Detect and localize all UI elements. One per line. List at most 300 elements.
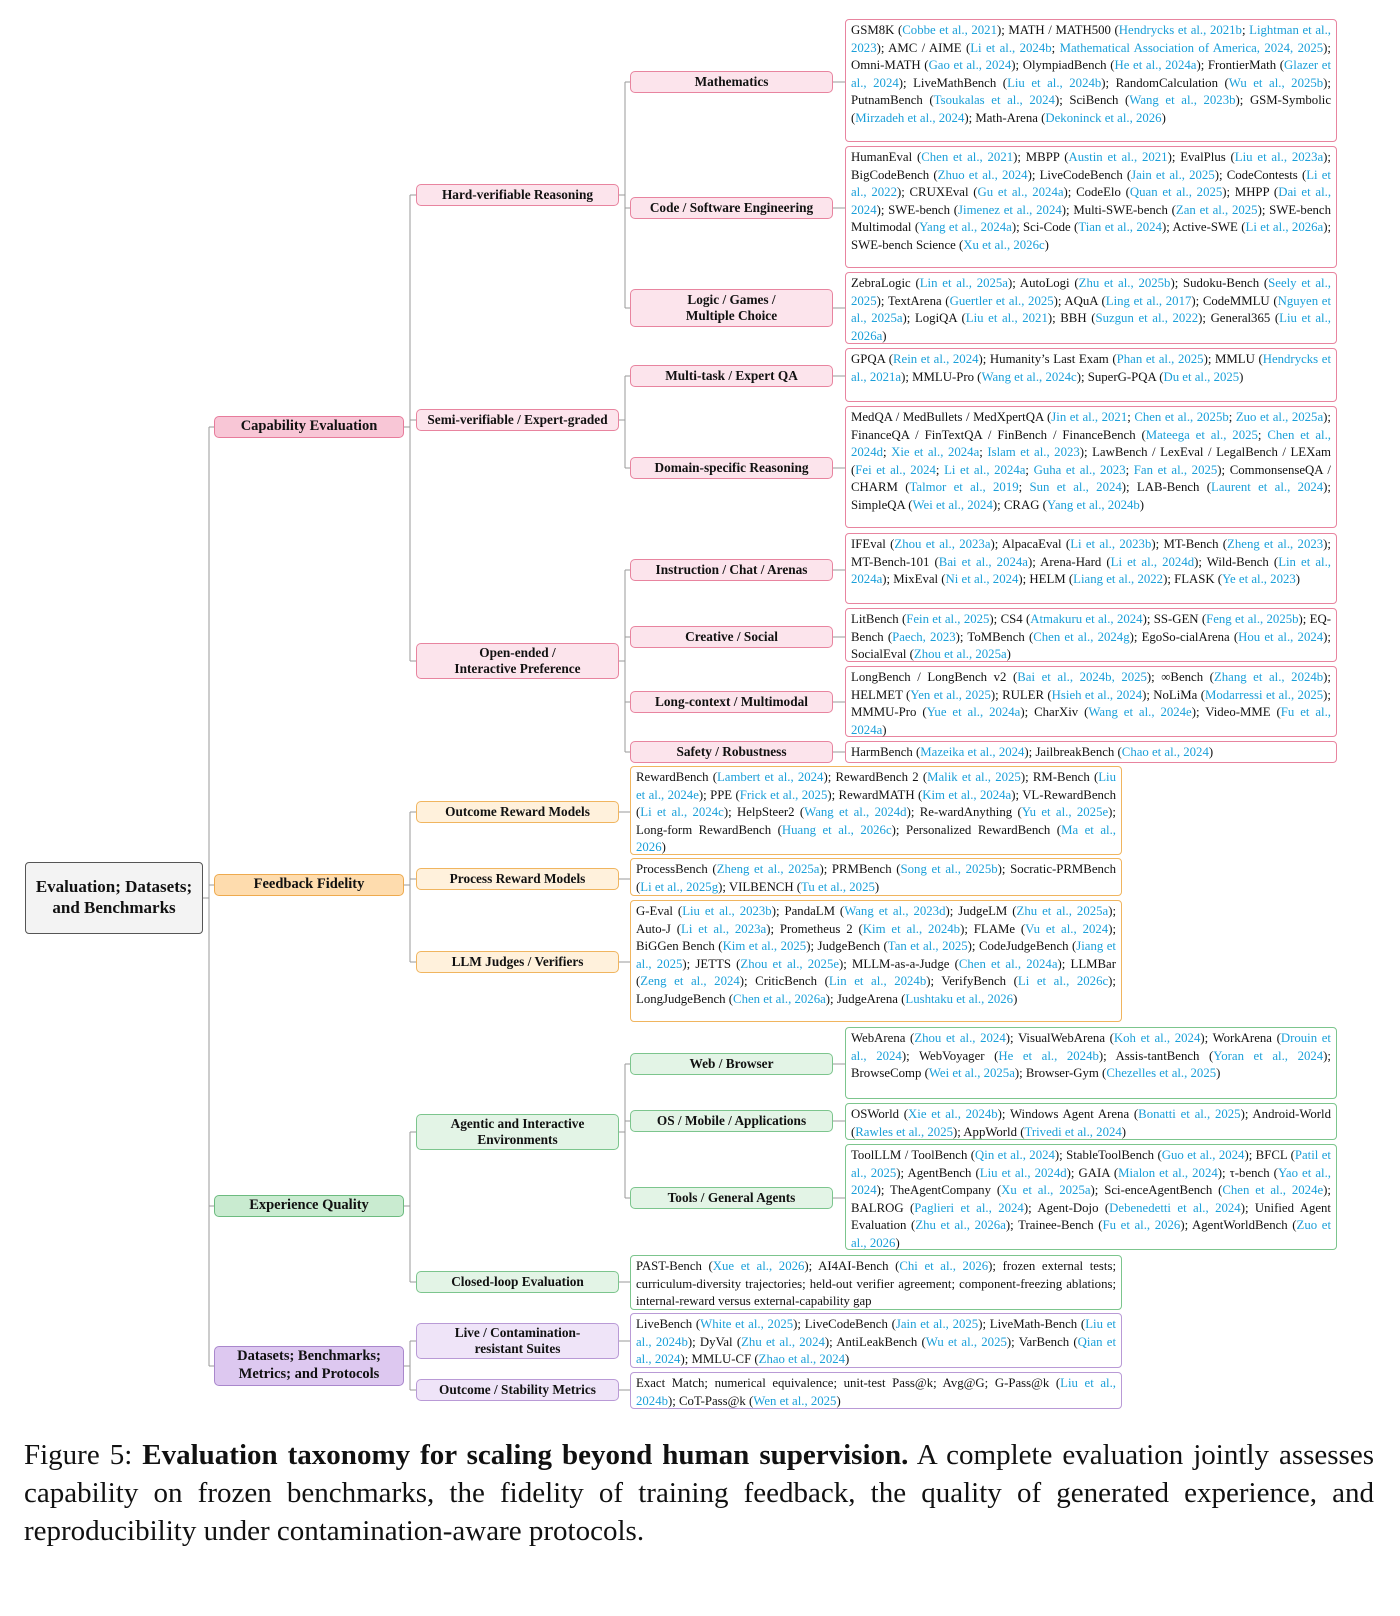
leaf-text: ); CRUXEval (: [896, 185, 978, 200]
citation-link[interactable]: Bai et al., 2024b, 2025: [1017, 670, 1147, 684]
leaf-text: ): [836, 1393, 841, 1408]
citation-link[interactable]: Mirzadeh et al., 2024: [855, 110, 965, 125]
leaf-text: ); RULER (: [990, 687, 1052, 702]
citation-link[interactable]: Jin et al., 2021: [1051, 410, 1128, 424]
leaf-text: ); MixEval (: [882, 572, 946, 587]
category-label: LLM Judges / Verifiers: [451, 953, 584, 969]
leaf-text: ); JudgeLM (: [945, 904, 1017, 918]
citation-link[interactable]: Li et al., 2024c: [640, 805, 724, 820]
citation-link[interactable]: Zhou et al., 2025a: [913, 647, 1007, 662]
leaf-text: ): [1216, 1066, 1221, 1081]
citation-link[interactable]: Islam et al., 2023: [987, 445, 1080, 460]
citation-link[interactable]: Sun et al., 2024: [1029, 480, 1122, 495]
leaf-text: ;: [935, 462, 945, 477]
citation-link[interactable]: Liu et al., 2024b: [636, 1317, 1116, 1349]
citation-link[interactable]: Jimenez et al., 2024: [958, 202, 1062, 217]
citation-link[interactable]: Chen et al., 2024d: [851, 427, 1331, 460]
citation-link[interactable]: Quan et al., 2025: [1129, 185, 1223, 200]
citation-link[interactable]: Wen et al., 2025: [753, 1393, 837, 1408]
citation-link[interactable]: Fein et al., 2025: [906, 612, 990, 626]
citation-link[interactable]: Chao et al., 2024: [1121, 745, 1209, 759]
citation-link[interactable]: Du et al., 2025: [1163, 369, 1240, 384]
category-llm-judges: [416, 951, 619, 973]
leaf-text: MedQA / MedBullets / MedXpertQA (: [851, 410, 1052, 424]
leaf-text: ;: [1025, 462, 1034, 477]
leaf-text: GPQA (: [851, 352, 894, 366]
leaf-text: ); FLAMe (: [960, 921, 1026, 936]
citation-link[interactable]: Jain et al., 2025: [1131, 167, 1215, 182]
citation-link[interactable]: Jain et al., 2025: [895, 1317, 979, 1331]
leaf-text: ); SimpleQA (: [851, 480, 1331, 512]
leaf-text: ): [1239, 369, 1244, 384]
citation-link[interactable]: Chen et al., 2021: [921, 150, 1014, 164]
citation-link[interactable]: Li et al., 2025g: [640, 879, 719, 894]
citation-link[interactable]: Liu et al., 2023b: [682, 904, 772, 918]
leaf-text: ); Agent-Dojo (: [1023, 1200, 1110, 1215]
branch-label: Capability Evaluation: [240, 418, 378, 435]
leaf-text: LiveBench (: [636, 1317, 701, 1331]
leaf-text: ); Arena-Hard (: [1027, 554, 1111, 569]
citation-link[interactable]: Guertler et al., 2025: [949, 293, 1054, 308]
citation-link[interactable]: Wang et al., 2024c: [981, 369, 1077, 384]
leaf-text: ); Personalized RewardBench (: [891, 822, 1062, 837]
leaf-text: ); CRAG (: [992, 497, 1047, 512]
leaf-text: ): [882, 328, 887, 343]
citation-link[interactable]: Kim et al., 2024a: [922, 787, 1012, 802]
citation-link[interactable]: Qian et al., 2024: [636, 1334, 1116, 1367]
citation-link[interactable]: Xu et al., 2025a: [1001, 1183, 1091, 1198]
citation-link[interactable]: Wang et al., 2023d: [844, 904, 946, 918]
leaf-text: LitBench (: [851, 612, 907, 626]
citation-link[interactable]: Bonatti et al., 2025: [1138, 1107, 1241, 1121]
citation-link[interactable]: Lambert et al., 2024: [716, 770, 824, 784]
leaf-text: ;: [1051, 40, 1060, 55]
leaf-text: ); OlympiadBench (: [1011, 58, 1115, 73]
category-label: Outcome Reward Models: [445, 803, 590, 819]
citation-link[interactable]: Gu et al., 2024a: [977, 185, 1064, 200]
leaf-text: ); Windows Agent Arena (: [997, 1107, 1139, 1121]
leaf-text: ); AntiLeakBench (: [824, 1334, 926, 1349]
citation-link[interactable]: Hendrycks et al., 2021b: [1118, 23, 1242, 37]
category-outcome-metrics: [416, 1379, 619, 1401]
leaf-text: ); SciBench (: [1054, 93, 1130, 108]
sub-logic-games: [630, 289, 833, 327]
leaf-text: ;: [1125, 462, 1134, 477]
leaf-text: ); WorkArena (: [1200, 1031, 1281, 1045]
leaf-text: ); SWE-bench Science (: [851, 220, 1332, 252]
leaf-text: ); Trainee-Bench (: [1005, 1218, 1103, 1233]
citation-link[interactable]: Li et al., 2023b: [1070, 537, 1152, 551]
leaf-outcome-metrics: [630, 1372, 1122, 1409]
citation-link[interactable]: Li et al., 2024a: [944, 462, 1026, 477]
citation-link[interactable]: Fu et al., 2024a: [851, 705, 1331, 737]
citation-link[interactable]: Zan et al., 2025: [1175, 202, 1258, 217]
leaf-text: ); Socratic-PRMBench (: [636, 862, 1116, 894]
citation-link[interactable]: Zhu et al., 2025b: [1078, 276, 1171, 290]
citation-link[interactable]: Kim et al., 2024b: [862, 921, 961, 936]
leaf-text: ); LiveCodeBench (: [793, 1317, 896, 1331]
leaf-text: ); Sci-enceAgentBench (: [1090, 1183, 1223, 1198]
leaf-text: ); ToMBench (: [955, 629, 1034, 644]
citation-link[interactable]: Nguyen et al., 2025a: [851, 293, 1332, 326]
category-label: Open-ended / Interactive Preference: [454, 644, 581, 676]
citation-link[interactable]: Zuo et al., 2025a: [1235, 410, 1324, 424]
citation-link[interactable]: Zhu et al., 2024: [741, 1334, 825, 1349]
citation-link[interactable]: Wang et al., 2023b: [1129, 93, 1236, 108]
citation-link[interactable]: Seely et al., 2025: [851, 276, 1331, 308]
leaf-text: ); BigCodeBench (: [851, 150, 1331, 182]
citation-link[interactable]: Zhang et al., 2024b: [1213, 670, 1324, 684]
citation-link[interactable]: Xie et al., 2024b: [908, 1107, 998, 1121]
citation-link[interactable]: Xue et al., 2026: [712, 1259, 805, 1273]
leaf-text: ): [874, 879, 880, 894]
citation-link[interactable]: Zuo et al., 2026: [851, 1218, 1332, 1250]
leaf-text: ); FinanceQA / FinTextQA / FinBench / FinanceBench (: [851, 410, 1331, 442]
citation-link[interactable]: Dekoninck et al., 2026: [1045, 110, 1162, 125]
citation-link[interactable]: Liu et al., 2024b: [636, 1376, 1116, 1408]
citation-link[interactable]: Glazer et al., 2024: [851, 58, 1331, 90]
citation-link[interactable]: Li et al., 2024b: [970, 40, 1052, 55]
leaf-text: ); Wild-Bench (: [1194, 554, 1279, 569]
leaf-text: ;: [1241, 23, 1250, 37]
leaf-text: ): [1006, 647, 1011, 662]
citation-link[interactable]: Xu et al., 2026c: [963, 237, 1045, 252]
citation-link[interactable]: He et al., 2024b: [998, 1048, 1099, 1063]
leaf-process-reward-models: [630, 858, 1122, 896]
citation-link[interactable]: Modarressi et al., 2025: [1205, 687, 1324, 702]
citation-link[interactable]: Bai et al., 2024a: [938, 554, 1028, 569]
sub-label: Instruction / Chat / Arenas: [655, 561, 808, 577]
citation-link[interactable]: Hsieh et al., 2024: [1051, 687, 1143, 702]
citation-link[interactable]: Li et al., 2026c: [1017, 974, 1109, 989]
citation-link[interactable]: Lin et al., 2025a: [919, 276, 1008, 290]
citation-link[interactable]: Debenedetti et al., 2024: [1109, 1200, 1241, 1215]
citation-link[interactable]: Gao et al., 2024: [928, 58, 1012, 73]
citation-link[interactable]: Li et al., 2023a: [681, 921, 767, 936]
citation-link[interactable]: Zheng et al., 2025a: [716, 862, 820, 876]
citation-link[interactable]: Chezelles et al., 2025: [1106, 1066, 1217, 1081]
leaf-text: ); NoLiMa (: [1142, 687, 1205, 702]
citation-link[interactable]: Tsoukalas et al., 2024: [933, 93, 1055, 108]
leaf-outcome-reward-models: [630, 766, 1122, 855]
leaf-text: ); MHPP (: [1222, 185, 1279, 200]
citation-link[interactable]: Hou et al., 2024: [1238, 629, 1324, 644]
citation-link[interactable]: Chen et al., 2026a: [733, 991, 826, 1006]
citation-link[interactable]: Chen et al., 2024g: [1033, 629, 1130, 644]
citation-link[interactable]: Zhou et al., 2024: [914, 1031, 1006, 1045]
citation-link[interactable]: Zhuo et al., 2024: [937, 167, 1028, 182]
leaf-text: ); VisualWebArena (: [1005, 1031, 1114, 1045]
leaf-live-suites: [630, 1313, 1122, 1368]
leaf-text: ); LAB-Bench (: [1121, 480, 1212, 495]
leaf-text: ZebraLogic (: [851, 276, 920, 290]
sub-os-mobile: [630, 1110, 833, 1132]
citation-link[interactable]: Lightman et al., 2023: [851, 23, 1331, 55]
citation-link[interactable]: Wei et al., 2024: [912, 497, 993, 512]
sub-web-browser: [630, 1053, 833, 1075]
citation-link[interactable]: Mazeika et al., 2024: [920, 745, 1025, 759]
citation-link[interactable]: Yue et al., 2024a: [926, 705, 1021, 720]
citation-link[interactable]: Zhu et al., 2025a: [1016, 904, 1109, 918]
leaf-text: Exact Match; numerical equivalence; unit-test Pass@k; Avg@G; G-Pass@k (: [636, 1376, 1061, 1390]
leaf-text: ); BrowseComp (: [851, 1048, 1331, 1081]
sub-multitask: [630, 365, 833, 387]
leaf-text: ProcessBench (: [636, 862, 717, 876]
branch-capability-evaluation: [214, 416, 404, 438]
leaf-text: ); MMLU-Pro (: [901, 369, 982, 384]
sub-long-context: [630, 691, 833, 713]
leaf-logic: [845, 272, 1337, 344]
leaf-text: ); Assis-tantBench (: [1098, 1048, 1214, 1063]
leaf-text: ); StableToolBench (: [1054, 1148, 1162, 1162]
citation-link[interactable]: Koh et al., 2024: [1113, 1031, 1201, 1045]
citation-link[interactable]: Yen et al., 2025: [910, 687, 991, 702]
leaf-text: ); HELM (: [1018, 572, 1074, 587]
leaf-text: ); LiveMathBench (: [898, 75, 1008, 90]
root-node: [25, 862, 203, 934]
leaf-text: ); JailbreakBench (: [1024, 745, 1122, 759]
leaf-text: ); RewardMATH (: [827, 787, 923, 802]
leaf-text: ); MBPP (: [1013, 150, 1069, 164]
leaf-text: ); AQuA (: [1053, 293, 1106, 308]
leaf-text: ): [882, 722, 887, 737]
citation-link[interactable]: Rawles et al., 2025: [855, 1124, 953, 1139]
leaf-text: ;: [1257, 427, 1268, 442]
leaf-text: ); Multi-SWE-bench (: [1061, 202, 1176, 217]
citation-link[interactable]: Zhu et al., 2026a: [915, 1218, 1006, 1233]
citation-link[interactable]: Talmor et al., 2019: [909, 480, 1019, 495]
citation-link[interactable]: Feng et al., 2025b: [1206, 612, 1299, 626]
leaf-llm-judges: [630, 900, 1122, 1022]
leaf-text: ); EgoSo-cialArena (: [1129, 629, 1239, 644]
figure-caption: [24, 1436, 1374, 1550]
citation-link[interactable]: Li et al., 2026a: [1245, 220, 1324, 235]
citation-link[interactable]: Kim et al., 2025: [722, 939, 807, 954]
leaf-text: ); SocialEval (: [851, 629, 1331, 662]
citation-link[interactable]: Mateega et al., 2025: [1145, 427, 1258, 442]
leaf-text: ); AgentWorldBench (: [1180, 1218, 1297, 1233]
citation-link[interactable]: Fu et al., 2026: [1102, 1218, 1181, 1233]
leaf-text: HarmBench (: [851, 745, 921, 759]
leaf-text: ); RewardBench 2 (: [823, 770, 928, 784]
leaf-text: ); Sci-Code (: [1011, 220, 1079, 235]
citation-link[interactable]: Mialon et al., 2024: [1118, 1165, 1218, 1180]
citation-link[interactable]: Ni et al., 2024: [945, 572, 1019, 587]
sub-label: Creative / Social: [685, 628, 778, 644]
branch-label: Feedback Fidelity: [253, 876, 365, 893]
leaf-text: ); LogiQA (: [902, 311, 966, 326]
leaf-text: PAST-Bench (: [636, 1259, 713, 1273]
leaf-text: ); Active-SWE (: [1161, 220, 1246, 235]
leaf-text: ); AutoLogi (: [1007, 276, 1079, 290]
citation-link[interactable]: Liu et al., 2026a: [851, 311, 1331, 343]
citation-link[interactable]: Zhao et al., 2024: [758, 1352, 846, 1367]
leaf-code: [845, 146, 1337, 268]
citation-link[interactable]: Yang et al., 2024a: [919, 220, 1012, 235]
citation-link[interactable]: Wu et al., 2025b: [1228, 75, 1324, 90]
leaf-text: ); CodeMMLU (: [1191, 293, 1278, 308]
leaf-text: ); MATH / MATH500 (: [996, 23, 1119, 37]
leaf-text: ); BiGGen Bench (: [636, 921, 1117, 954]
citation-link[interactable]: Rein et al., 2024: [893, 352, 979, 366]
citation-link[interactable]: Liu et al., 2024b: [1007, 75, 1102, 90]
leaf-safety: [845, 741, 1337, 763]
citation-link[interactable]: Wei et al., 2025a: [928, 1066, 1015, 1081]
citation-link[interactable]: Jiang et al., 2025: [636, 939, 1116, 971]
leaf-text: ); JudgeBench (: [806, 939, 888, 954]
category-hard-verifiable: [416, 184, 619, 206]
leaf-text: ); MT-Bench (: [1151, 537, 1228, 551]
citation-link[interactable]: Tian et al., 2024: [1078, 220, 1162, 235]
leaf-text: ); SWE-bench Multimodal (: [851, 202, 1331, 235]
leaf-text: ); GAIA (: [1066, 1165, 1119, 1180]
citation-link[interactable]: Paglieri et al., 2024: [914, 1200, 1024, 1215]
citation-link[interactable]: Guha et al., 2023: [1033, 462, 1126, 477]
leaf-text: ); CriticBench (: [739, 974, 829, 989]
sub-code: [630, 197, 833, 219]
leaf-text: ); PandaLM (: [771, 904, 845, 918]
citation-link[interactable]: Patil et al., 2025: [851, 1148, 1331, 1180]
leaf-text: ); MT-Bench-101 (: [851, 537, 1331, 569]
caption-prefix: Figure 5:: [24, 1439, 143, 1471]
leaf-text: ); Video-MME (: [1191, 705, 1281, 720]
citation-link[interactable]: Frick et al., 2025: [739, 787, 828, 802]
leaf-text: ); Omni-MATH (: [851, 40, 1331, 73]
citation-link[interactable]: Zeng et al., 2024: [640, 974, 740, 989]
leaf-mathematics: [845, 19, 1337, 142]
leaf-text: ); AppWorld (: [953, 1124, 1025, 1139]
citation-link[interactable]: Yao et al., 2024: [851, 1165, 1331, 1198]
citation-link[interactable]: Zheng et al., 2023: [1227, 537, 1324, 551]
sub-label: Domain-specific Reasoning: [654, 459, 809, 475]
citation-link[interactable]: Hendrycks et al., 2021a: [851, 352, 1332, 384]
citation-link[interactable]: Dai et al., 2024: [851, 185, 1332, 217]
citation-link[interactable]: Drouin et al., 2024: [851, 1031, 1331, 1063]
leaf-text: ); JETTS (: [682, 956, 741, 971]
leaf-text: ); LLMBar (: [636, 956, 1116, 989]
sub-label: Multi-task / Expert QA: [665, 367, 798, 383]
leaf-text: ); CodeJudgeBench (: [967, 939, 1077, 954]
citation-link[interactable]: Cobbe et al., 2021: [902, 23, 997, 37]
citation-link[interactable]: Wang et al., 2024d: [804, 805, 907, 820]
citation-link[interactable]: Fan et al., 2025: [1133, 462, 1218, 477]
leaf-multitask: [845, 348, 1337, 402]
citation-link[interactable]: Chen et al., 2025b: [1134, 410, 1229, 424]
sub-label: OS / Mobile / Applications: [656, 1112, 807, 1128]
leaf-text: ): [1295, 572, 1301, 587]
citation-link[interactable]: Qin et al., 2024: [975, 1148, 1055, 1162]
citation-link[interactable]: Wang et al., 2024e: [1088, 705, 1192, 720]
category-label: Semi-verifiable / Expert-graded: [427, 411, 608, 427]
citation-link[interactable]: Paech, 2023: [892, 629, 956, 644]
citation-link[interactable]: Li et al., 2024d: [1110, 554, 1195, 569]
citation-link[interactable]: Austin et al., 2021: [1068, 150, 1168, 164]
leaf-text: ); AlpacaEval (: [990, 537, 1071, 551]
citation-link[interactable]: Tu et al., 2025: [801, 879, 875, 894]
citation-link[interactable]: Liu et al., 2021: [965, 311, 1048, 326]
citation-link[interactable]: White et al., 2025: [700, 1317, 794, 1331]
leaf-text: ); LiveCodeBench (: [1027, 167, 1132, 182]
citation-link[interactable]: Phan et al., 2025: [1116, 352, 1204, 366]
citation-link[interactable]: Lin et al., 2024b: [828, 974, 927, 989]
citation-link[interactable]: Chi et al., 2026: [899, 1259, 989, 1273]
leaf-text: ); CS4 (: [989, 612, 1031, 626]
citation-link[interactable]: Ye et al., 2023: [1222, 572, 1296, 587]
caption-title: Evaluation taxonomy for scaling beyond human supervision.: [142, 1439, 909, 1471]
leaf-text: LongBench / LongBench v2 (: [851, 670, 1018, 684]
citation-link[interactable]: Ma et al., 2026: [636, 822, 1116, 855]
leaf-text: ); VarBench (: [1006, 1334, 1078, 1349]
citation-link[interactable]: Laurent et al., 2024: [1211, 480, 1324, 495]
citation-link[interactable]: Song et al., 2025b: [900, 862, 998, 876]
citation-link[interactable]: Yang et al., 2024b: [1046, 497, 1140, 512]
category-agentic-environments: [416, 1114, 619, 1150]
leaf-text: ); Sudoku-Bench (: [1170, 276, 1269, 290]
citation-link[interactable]: Liu et al., 2024d: [979, 1165, 1067, 1180]
citation-link[interactable]: Chen et al., 2024e: [1222, 1183, 1324, 1198]
leaf-text: ); RandomCalculation (: [1101, 75, 1229, 90]
citation-link[interactable]: Mathematical Association of America, 2024, 2025: [1059, 40, 1324, 55]
sub-label: Safety / Robustness: [676, 743, 787, 759]
leaf-text: ); DyVal (: [687, 1334, 742, 1349]
citation-link[interactable]: Fei et al., 2024: [855, 462, 936, 477]
sub-domain-specific: [630, 457, 833, 479]
citation-link[interactable]: Ling et al., 2017: [1105, 293, 1192, 308]
leaf-text: ); MMLU-CF (: [680, 1352, 759, 1367]
citation-link[interactable]: He et al., 2024a: [1114, 58, 1197, 73]
citation-link[interactable]: Zhou et al., 2023a: [894, 537, 991, 551]
leaf-text: ); WebVoyager (: [901, 1048, 999, 1063]
leaf-text: ); TheAgentCompany (: [876, 1183, 1002, 1198]
citation-link[interactable]: Trivedi et al., 2024: [1024, 1124, 1122, 1139]
leaf-text: ); AMC / AIME (: [876, 40, 971, 55]
leaf-text: ); MMMU-Pro (: [851, 687, 1331, 720]
citation-link[interactable]: Lin et al., 2024a: [851, 554, 1331, 587]
leaf-text: ); SS-GEN (: [1142, 612, 1207, 626]
citation-link[interactable]: Chen et al., 2024a: [958, 956, 1058, 971]
citation-link[interactable]: Tan et al., 2025: [887, 939, 968, 954]
citation-link[interactable]: Wu et al., 2025: [925, 1334, 1007, 1349]
category-label: Outcome / Stability Metrics: [439, 1381, 596, 1397]
leaf-text: ); TextArena (: [876, 293, 950, 308]
citation-link[interactable]: Malik et al., 2025: [927, 770, 1021, 784]
leaf-text: ); LawBench / LexEval / LegalBench / LEXam (: [851, 445, 1331, 477]
citation-link[interactable]: Liu et al., 2024e: [636, 770, 1116, 802]
citation-link[interactable]: Guo et al., 2024: [1161, 1148, 1245, 1162]
citation-link[interactable]: Suzgun et al., 2022: [1095, 311, 1199, 326]
leaf-text: ); GSM-Symbolic (: [851, 93, 1331, 125]
citation-link[interactable]: Li et al., 2022: [851, 167, 1331, 200]
citation-link[interactable]: Xie et al., 2024a: [891, 445, 980, 460]
category-label: Process Reward Models: [449, 870, 586, 886]
leaf-text: ); Prometheus 2 (: [766, 921, 863, 936]
citation-link[interactable]: Yoran et al., 2024: [1213, 1048, 1324, 1063]
leaf-text: ); Humanity’s Last Exam (: [978, 352, 1117, 366]
citation-link[interactable]: Vu et al., 2024: [1025, 921, 1109, 936]
citation-link[interactable]: Liu et al., 2023a: [1234, 150, 1324, 164]
leaf-text: ;: [1228, 410, 1236, 424]
citation-link[interactable]: Atmakuru et al., 2024: [1030, 612, 1143, 626]
leaf-text: ): [1139, 497, 1145, 512]
citation-link[interactable]: Lushtaku et al., 2026: [905, 991, 1014, 1006]
citation-link[interactable]: Huang et al., 2026c: [781, 822, 892, 837]
citation-link[interactable]: Yu et al., 2025e: [1021, 805, 1109, 820]
leaf-text: ); VL-RewardBench (: [636, 787, 1116, 820]
leaf-text: ): [1208, 745, 1214, 759]
category-label: Hard-verifiable Reasoning: [441, 186, 594, 202]
citation-link[interactable]: Liang et al., 2022: [1073, 572, 1164, 587]
citation-link[interactable]: Zhou et al., 2025e: [740, 956, 840, 971]
